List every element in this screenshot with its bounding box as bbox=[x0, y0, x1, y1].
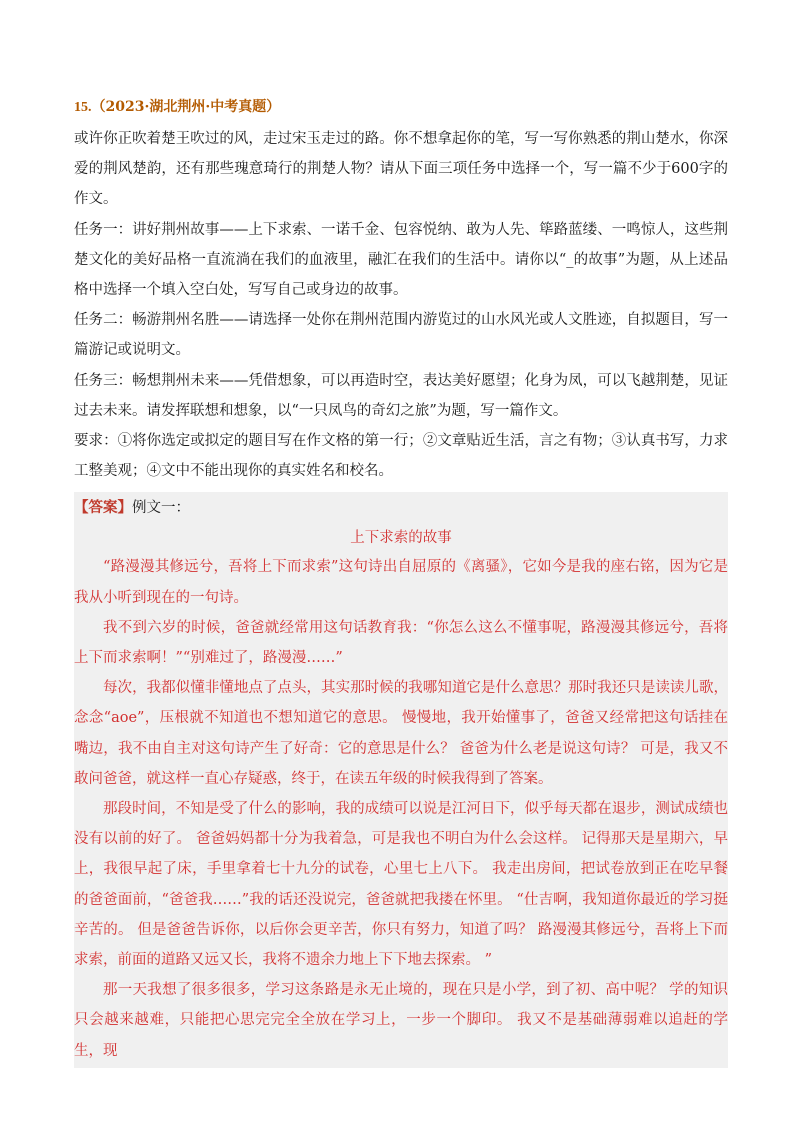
question-source: （2023·湖北荆州·中考真题） bbox=[91, 99, 281, 115]
question-number: 15. bbox=[74, 100, 92, 115]
requirements: 要求：①将你选定或拟定的题目写在作文格的第一行；②文章贴近生活，言之有物；③认真书写，力求工整美观；④文中不能出现你的真实姓名和校名。 bbox=[74, 433, 728, 480]
essay-title: 上下求索的故事 bbox=[350, 530, 452, 547]
essay-paragraph: “路漫漫其修远兮，吾将上下而求索”这句诗出自屈原的《离骚》，它如今是我的座右铭，因为它是我从小听到现在的一句诗。 bbox=[74, 559, 728, 606]
answer-section bbox=[74, 492, 728, 1067]
essay-paragraph: 那段时间，不知是受了什么的影响，我的成绩可以说是江河日下，似乎每天都在退步，测试成绩也没有以前的好了。 爸爸妈妈都十分为我着急，可是我也不明白为什么会这样。 记得那天是星期六，早上，我很早起了床，手里拿着七十九分的试卷，心里七上八下。 我走出房间，把试卷放到正在吃早餐的爸爸面前，“爸爸我……”我的话还没说完，爸爸就把我搂在怀里。 “仕吉啊，我知道你最近的学习挺辛苦的。 但是爸爸告诉你，以后你会更辛苦，你只有努力，知道了吗？ 路漫漫其修远兮，吾将上下而求索，前面的道路又远又长，我将不遗余力地上下下地去探索。 ” bbox=[74, 801, 728, 969]
answer-label: 【答案】 bbox=[74, 499, 132, 517]
example-label: 例文一： bbox=[132, 500, 190, 517]
essay-paragraph: 每次，我都似懂非懂地点了点头，其实那时候的我哪知道它是什么意思？那时我还只是读读儿歌，念念“aoe”，压根就不知道也不想知道它的意思。 慢慢地，我开始懂事了，爸爸又经常把这句话挂在嘴边，我不由自主对这句诗产生了好奇：它的意思是什么？ 爸爸为什么老是说这句诗？ 可是，我又不敢问爸爸，就这样一直心存疑惑，终于，在读五年级的时候我得到了答案。 bbox=[74, 680, 728, 787]
task-two: 任务二：畅游荆州名胜——请选择一处你在荆州范围内游览过的山水风光或人文胜迹，自拟题目，写一篇游记或说明文。 bbox=[74, 312, 728, 359]
essay-paragraph: 那一天我想了很多很多，学习这条路是永无止境的，现在只是小学，到了初、高中呢？ 学的知识只会越来越难，只能把心思完完全全放在学习上，一步一个脚印。 我又不是基础薄弱难以追赶的学生，现 bbox=[74, 982, 728, 1059]
document-page bbox=[74, 96, 728, 1068]
task-three: 任务三：畅想荆州未来——凭借想象，可以再造时空，表达美好愿望；化身为凤，可以飞越荆楚，见证过去未来。请发挥联想和想象，以“一只凤鸟的奇幻之旅”为题，写一篇作文。 bbox=[74, 372, 728, 419]
question-header bbox=[74, 96, 728, 119]
task-one: 任务一：讲好荆州故事——上下求索、一诺千金、包容悦纳、敢为人先、筚路蓝缕、一鸣惊人，这些荆楚文化的美好品格一直流淌在我们的血液里，融汇在我们的生活中。请你以“_的故事”为题，从上述品格中选择一个填入空白处，写写自己或身边的故事。 bbox=[74, 221, 728, 299]
answer-label-line bbox=[74, 496, 728, 520]
essay-paragraph: 我不到六岁的时候，爸爸就经常用这句话教育我：“你怎么这么不懂事呢，路漫漫其修远兮，吾将上下而求索啊！”“别难过了，路漫漫……” bbox=[74, 619, 728, 667]
question-prompt: 或许你正吹着楚王吹过的风，走过宋玉走过的路。你不想拿起你的笔，写一写你熟悉的荆山楚水，你深爱的荆风楚韵，还有那些瑰意琦行的荆楚人物？请从下面三项任务中选择一个，写一篇不少于600字的作文。 bbox=[74, 131, 728, 208]
